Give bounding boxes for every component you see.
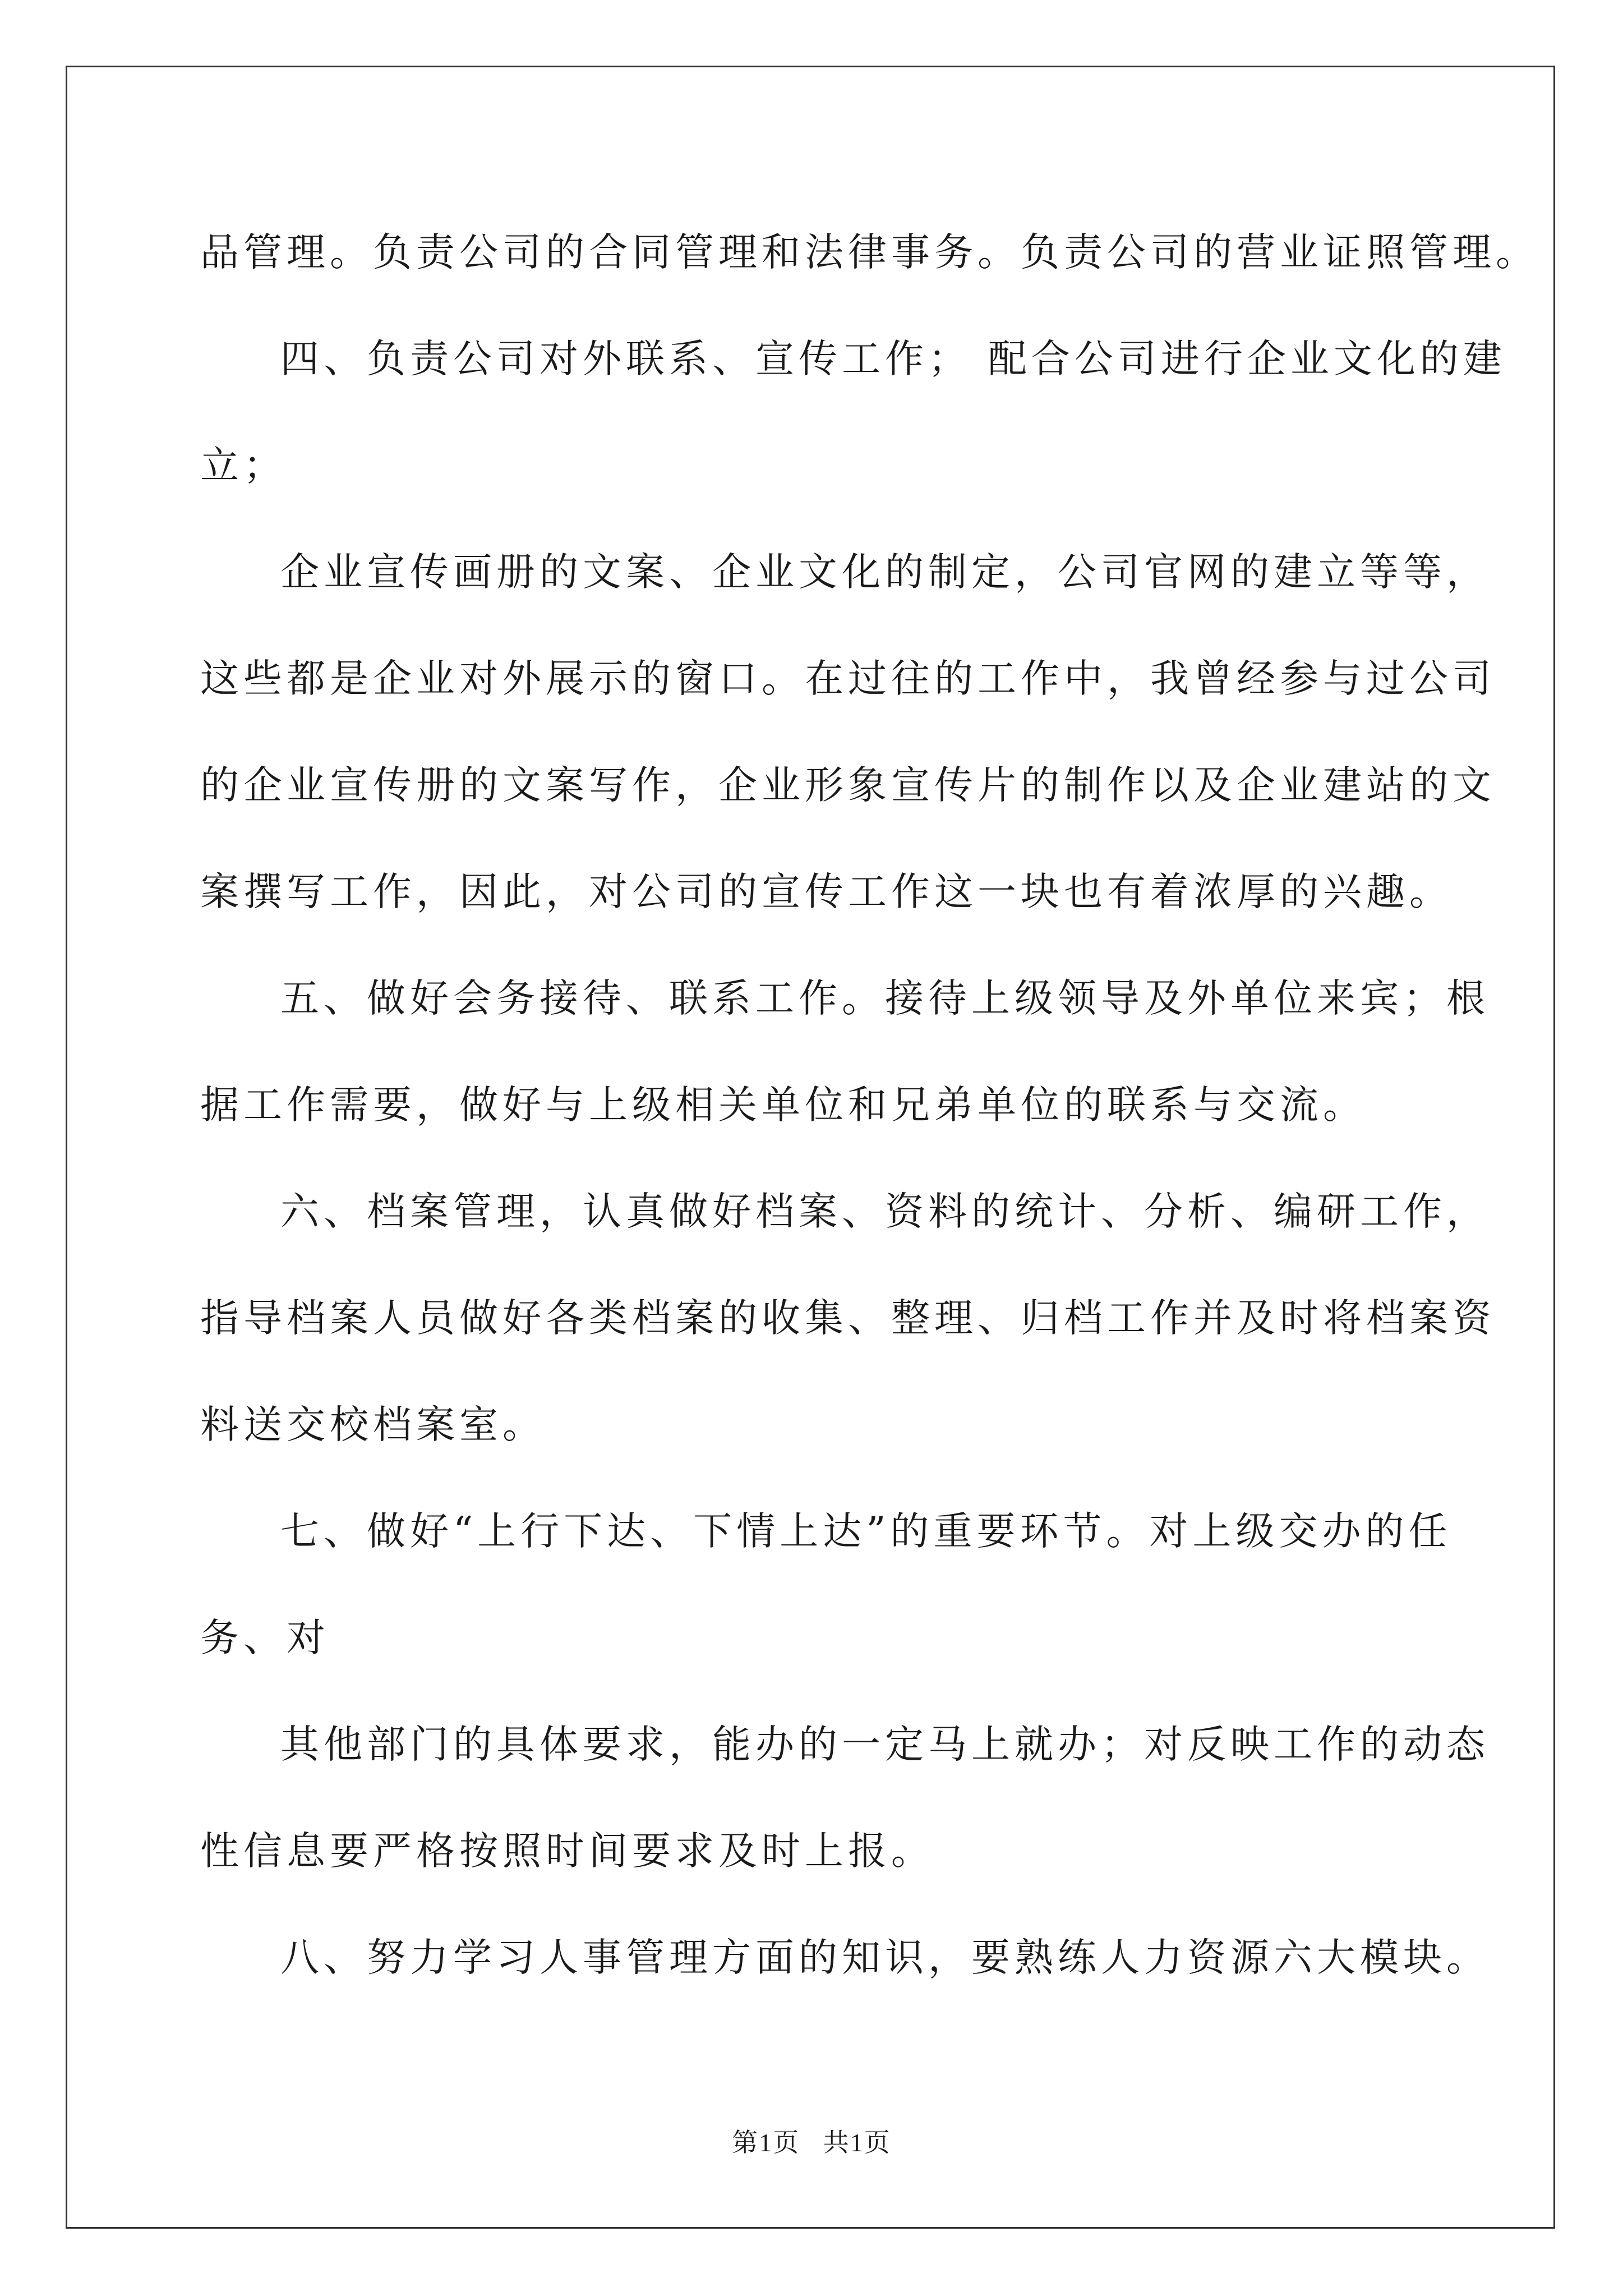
text-line: 案撰写工作，因此，对公司的宣传工作这一块也有着浓厚的兴趣。	[200, 869, 1453, 914]
text-line: 立；	[200, 443, 287, 488]
text-line: 六、档案管理，认真做好档案、资料的统计、分析、编研工作，	[280, 1189, 1490, 1234]
text-line: 这些都是企业对外展示的窗口。在过往的工作中，我曾经参与过公司	[200, 656, 1496, 701]
text-line: 企业宣传画册的文案、企业文化的制定，公司官网的建立等等，	[280, 550, 1490, 595]
page-border	[66, 66, 1555, 2229]
page-number: 第1页	[732, 2128, 800, 2157]
text-line: 务、对	[200, 1616, 330, 1660]
text-line: 品管理。负责公司的合同管理和法律事务。负责公司的营业证照管理。	[200, 230, 1539, 275]
text-line: 性信息要严格按照时间要求及时上报。	[200, 1829, 934, 1874]
text-line: 其他部门的具体要求，能办的一定马上就办；对反映工作的动态	[280, 1722, 1490, 1767]
text-line: 七、做好“上行下达、下情上达”的重要环节。对上级交办的任	[280, 1509, 1452, 1554]
text-line: 指导档案人员做好各类档案的收集、整理、归档工作并及时将档案资	[200, 1296, 1496, 1341]
text-line: 四、负责公司对外联系、宣传工作； 配合公司进行企业文化的建	[280, 337, 1506, 381]
page-footer	[0, 2126, 1623, 2160]
text-line: 八、努力学习人事管理方面的知识，要熟练人力资源六大模块。	[280, 1935, 1490, 1980]
text-line: 料送交校档案室。	[200, 1402, 546, 1447]
text-line: 五、做好会务接待、联系工作。接待上级领导及外单位来宾；根	[280, 976, 1490, 1021]
text-line: 的企业宣传册的文案写作，企业形象宣传片的制作以及企业建站的文	[200, 763, 1496, 808]
text-line: 据工作需要，做好与上级相关单位和兄弟单位的联系与交流。	[200, 1083, 1366, 1128]
page-total: 共1页	[823, 2128, 891, 2157]
